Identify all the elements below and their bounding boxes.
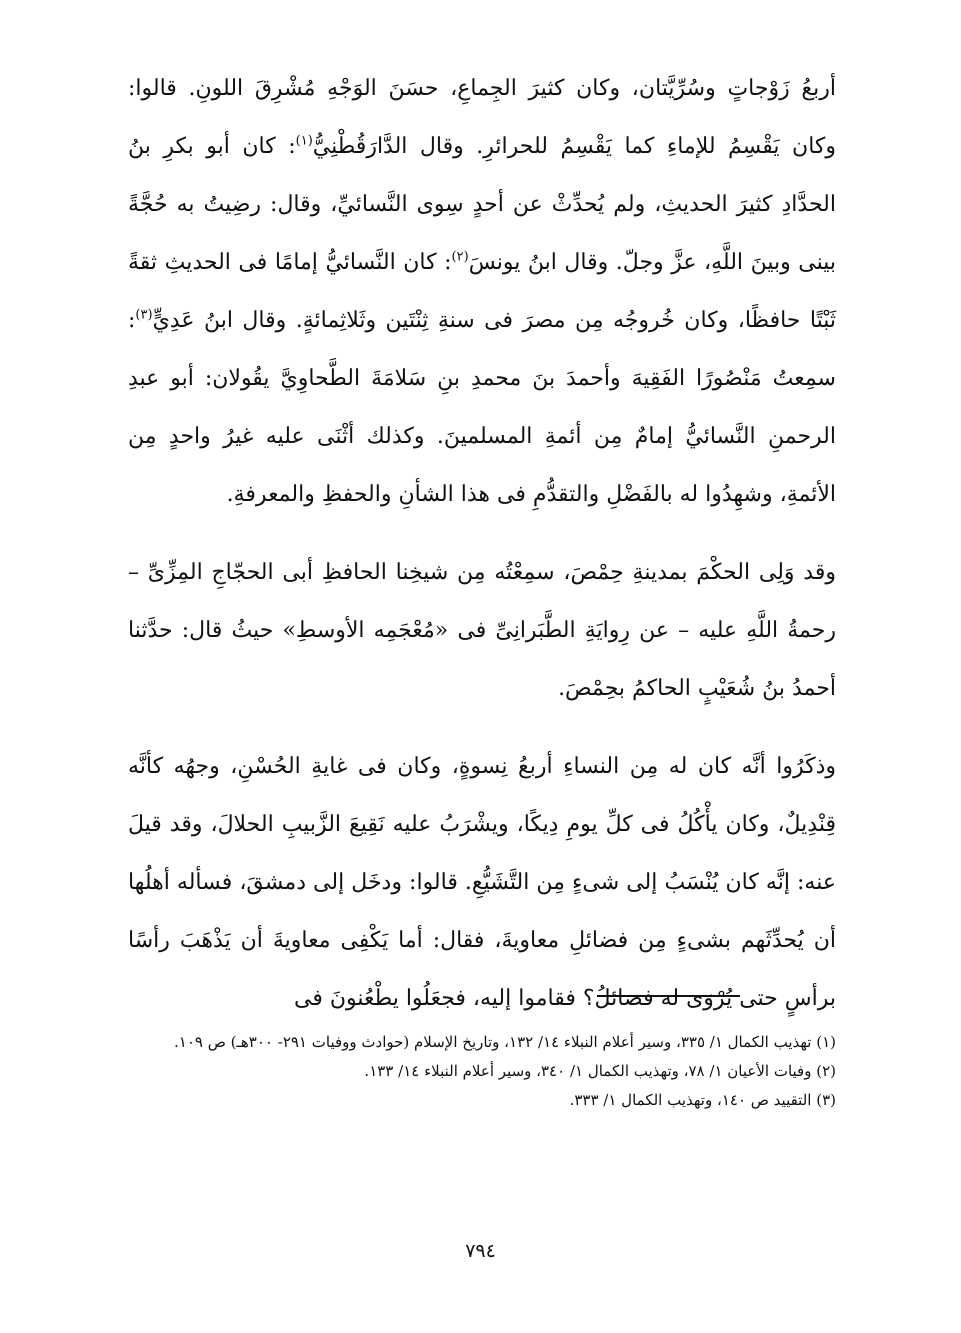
paragraph-2: وقد وَلِى الحكْمَ بمدينةِ حِمْصَ، سمِعْتُه مِن شيخِنا الحافظِ أبى الحجّاجِ المِزِّىِّ – رحمةُ اللَّهِ عليه – عن رِوايَةِ الطَّبَرانِىِّ فى «مُعْجَمِه الأوسطِ» حيثُ قال: حدَّثنا أحمدُ بنُ شُعَيْبٍ الحاكمُ بحِمْصَ. [128, 560, 836, 701]
footnote-3: (٣) التقييد ص ١٤٠، وتهذيب الكمال ١/ ٣٣٣. [569, 1091, 836, 1109]
footnote-ref-2: (٢) [451, 249, 469, 265]
paragraph-1-part-1: أربعُ زَوْجاتٍ وسُرِّيَّتان، وكان كثيرَ الجِماعِ، حسَنَ الوَجْهِ مُشْرِقَ اللونِ. قالوا: وكان يَقْسِمُ للإماءِ كما يَقْسِمُ للحرائرِ. وقال الدَّارَقُطْنِيُّ [128, 76, 836, 159]
footnote-ref-1: (١) [295, 133, 313, 149]
footnote-2: (٢) وفيات الأعيان ١/ ٧٨، وتهذيب الكمال ١/ ٣٤٠، وسير أعلام النبلاء ١٤/ ١٣٣. [364, 1062, 836, 1080]
paragraph-1 [128, 60, 836, 524]
footnote-1: (١) تهذيب الكمال ١/ ٣٣٥، وسير أعلام النبلاء ١٤/ ١٣٢، وتاريخ الإسلام (حوادث ووفيات ٢٩١- ٣٠٠هـ) ص ١٠٩. [174, 1033, 836, 1051]
footnotes [128, 1028, 836, 1115]
paragraph-1-part-2: : كان أبو بكرِ بنُ الحدَّادِ كثيرَ الحديثِ، ولم يُحدِّثْ عن أحدٍ سِوى النَّسائيِّ، وقال: رضِيتُ به حُجَّةً بينى وبينَ اللَّهِ، عزَّ وجلّ. وقال ابنُ يونسَ [128, 134, 836, 275]
main-text [128, 60, 836, 1028]
paragraph-3: وذكَرُوا أنَّه كان له مِن النساءِ أربعُ نِسوةٍ، وكان فى غايةِ الحُسْنِ، وجهُه كأنَّه قِنْدِيلٌ، وكان يأْكُلُ فى كلِّ يومِ دِيكًا، ويشْرَبُ عليه نَقِيعَ الزَّبيبِ الحلالَ، وقد قيلَ عنه: إنَّه كان يُنْسَبُ إلى شىءٍ مِن التَّشَيُّعِ. قالوا: ودخَل إلى دمشقَ، فسأله أهلُها أن يُحدِّثَهم بشىءٍ مِن فضائلِ معاويةَ، فقال: أما يَكْفِى معاويةَ أن يَذْهَبَ رأسًا برأسٍ حتى يُرْوَى له فضائلُ؟ فقاموا إليه، فجعَلُوا يطْعُنونَ فى [128, 754, 836, 1011]
page-number: ٧٩٤ [465, 1240, 496, 1262]
paragraph-1-part-3: : كان النَّسائيُّ إمامًا فى الحديثِ ثقةً ثَبْتًا حافظًا، وكان خُروجُه مِن مصرَ فى سنةِ ثِنْتَين وثَلاثِمائةٍ. وقال ابنُ عَدِيٍّ [128, 250, 836, 333]
footnote-divider [597, 995, 740, 997]
footnote-ref-3: (٣) [135, 307, 153, 323]
paragraph-1-part-4: : سمِعتُ مَنْصُورًا الفَقِيهَ وأحمدَ بنَ محمدِ بنِ سَلامَةَ الطَّحاوِيَّ يقُولان: أبو عبدِ الرحمنِ النَّسائيُّ إمامٌ مِن أئمةِ المسلمينَ. وكذلك أثْنَى عليه غيرُ واحدٍ مِن الأئمةِ، وشهِدُوا له بالفَضْلِ والتقدُّمِ فى هذا الشأنِ والحفظِ والمعرفةِ. [128, 308, 836, 507]
